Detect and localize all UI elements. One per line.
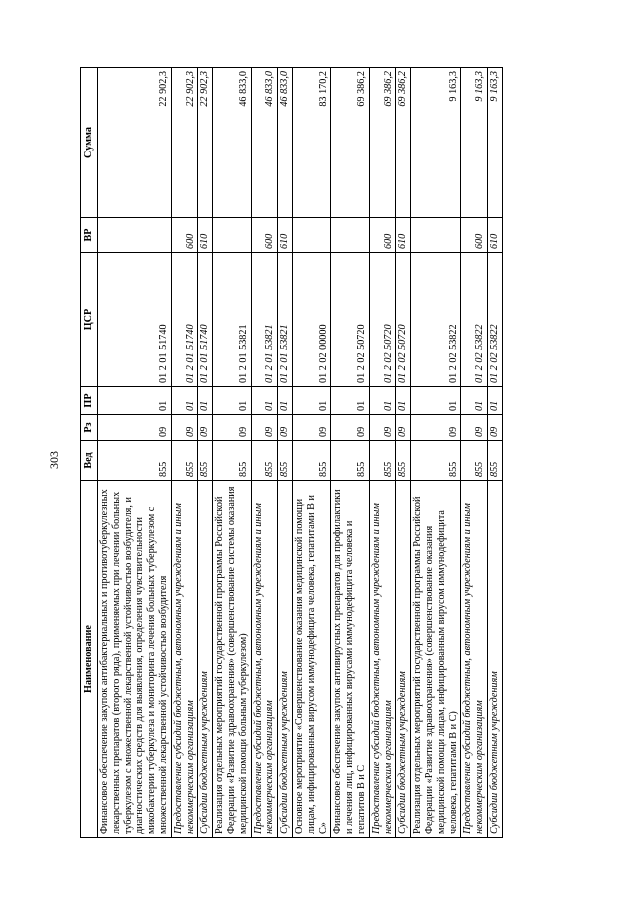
row-csr: 01 2 02 50720: [369, 253, 396, 387]
table-row: [292, 68, 330, 838]
row-rz: 09: [487, 415, 502, 441]
row-sum: 69 386,2: [331, 68, 369, 218]
row-name: Предоставление субсидий бюджетным, автономным учреждениям и иным некоммерческим организациям: [171, 481, 198, 838]
table-row: [198, 68, 213, 838]
row-rz: 09: [369, 415, 396, 441]
row-rz: 09: [461, 415, 488, 441]
row-name: Реализация отдельных мероприятий государственной программы Российской Федерации «Развитие здравоохранения» (совершенствование оказания медицинской помощи лицам, инфицированным вирусом иммунодефицита человека, гепатитами В и С): [411, 481, 461, 838]
table-row: [369, 68, 396, 838]
row-ved: 855: [292, 441, 330, 481]
row-rz: 09: [292, 415, 330, 441]
row-name: Финансовое обеспечение закупок антивирусных препаратов для профилактики и лечения лиц, инфицированных вирусами иммунодефицита человека и гепатитов В и С: [331, 481, 369, 838]
row-ved: 855: [213, 441, 251, 481]
header-ved: Вед: [81, 441, 98, 481]
row-vr: 610: [487, 218, 502, 253]
row-rz: 09: [411, 415, 461, 441]
row-csr: 01 2 02 50720: [331, 253, 369, 387]
row-rz: 09: [198, 415, 213, 441]
row-rz: 09: [278, 415, 293, 441]
row-name: Предоставление субсидий бюджетным, автономным учреждениям и иным некоммерческим организациям: [251, 481, 278, 838]
row-vr: [331, 218, 369, 253]
row-sum: 46 833,0: [278, 68, 293, 218]
row-rz: 09: [396, 415, 411, 441]
row-pr: 01: [213, 387, 251, 415]
row-ved: 855: [461, 441, 488, 481]
table-row: [411, 68, 461, 838]
row-vr: [98, 218, 172, 253]
row-rz: 09: [171, 415, 198, 441]
row-pr: 01: [292, 387, 330, 415]
row-vr: [292, 218, 330, 253]
row-name: Финансовое обеспечение закупок антибактериальных и противотуберкулезных лекарственных препаратов (второго ряда), применяемых при лечении больных туберкулезом с множественной лекарственной устойчивостью возбудителя, и диагностических средств для выявления, определения чувствительности микобактерии туберкулеза и мониторинга лечения больных туберкулезом с множественной лекарственной устойчивостью возбудителя: [98, 481, 172, 838]
row-sum: 22 902,3: [98, 68, 172, 218]
row-vr: [213, 218, 251, 253]
row-sum: 22 902,3: [171, 68, 198, 218]
table-header-row: [81, 68, 98, 838]
row-vr: 600: [369, 218, 396, 253]
header-name: Наименование: [81, 481, 98, 838]
table-row: [171, 68, 198, 838]
row-name: Субсидии бюджетным учреждениям: [198, 481, 213, 838]
row-ved: 855: [396, 441, 411, 481]
row-vr: 610: [396, 218, 411, 253]
table-row: [396, 68, 411, 838]
header-rz: Рз: [81, 415, 98, 441]
row-ved: 855: [278, 441, 293, 481]
header-sum: Сумма: [81, 68, 98, 218]
table-row: [461, 68, 488, 838]
row-sum: 9 163,3: [487, 68, 502, 218]
row-ved: 855: [98, 441, 172, 481]
row-pr: 01: [171, 387, 198, 415]
row-ved: 855: [251, 441, 278, 481]
row-ved: 855: [487, 441, 502, 481]
row-vr: 600: [171, 218, 198, 253]
table-row: [331, 68, 369, 838]
row-ved: 855: [198, 441, 213, 481]
row-vr: 610: [278, 218, 293, 253]
row-pr: 01: [198, 387, 213, 415]
row-sum: 9 163,3: [411, 68, 461, 218]
row-vr: 610: [198, 218, 213, 253]
row-pr: 01: [461, 387, 488, 415]
row-csr: 01 2 01 51740: [171, 253, 198, 387]
row-csr: 01 2 01 53821: [251, 253, 278, 387]
row-vr: 600: [461, 218, 488, 253]
row-csr: 01 2 02 53822: [411, 253, 461, 387]
row-name: Субсидии бюджетным учреждениям: [278, 481, 293, 838]
row-ved: 855: [369, 441, 396, 481]
row-csr: 01 2 02 50720: [396, 253, 411, 387]
row-csr: 01 2 01 51740: [198, 253, 213, 387]
row-vr: 600: [251, 218, 278, 253]
row-pr: 01: [331, 387, 369, 415]
table-row: [98, 68, 172, 838]
row-csr: 01 2 01 51740: [98, 253, 172, 387]
budget-table: [80, 67, 503, 838]
row-csr: 01 2 01 53821: [278, 253, 293, 387]
row-csr: 01 2 01 53821: [213, 253, 251, 387]
table-row: [213, 68, 251, 838]
table-row: [487, 68, 502, 838]
row-name: Субсидии бюджетным учреждениям: [487, 481, 502, 838]
row-sum: 9 163,3: [461, 68, 488, 218]
row-pr: 01: [98, 387, 172, 415]
row-sum: 22 902,3: [198, 68, 213, 218]
table-row: [278, 68, 293, 838]
header-csr: ЦСР: [81, 253, 98, 387]
row-name: Предоставление субсидий бюджетным, автономным учреждениям и иным некоммерческим организациям: [461, 481, 488, 838]
row-pr: 01: [278, 387, 293, 415]
row-name: Реализация отдельных мероприятий государственной программы Российской Федерации «Развитие здравоохранения» (совершенствование системы оказания медицинской помощи больным туберкулезом): [213, 481, 251, 838]
row-pr: 01: [369, 387, 396, 415]
row-ved: 855: [411, 441, 461, 481]
row-sum: 69 386,2: [369, 68, 396, 218]
row-name: Субсидии бюджетным учреждениям: [396, 481, 411, 838]
page-number: 303: [47, 451, 61, 469]
row-pr: 01: [251, 387, 278, 415]
row-name: Основное мероприятие «Совершенствование оказания медицинской помощи лицам, инфицированным вирусом иммунодефицита человека, гепатитами В и С»: [292, 481, 330, 838]
row-rz: 09: [251, 415, 278, 441]
table-row: [251, 68, 278, 838]
row-name: Предоставление субсидий бюджетным, автономным учреждениям и иным некоммерческим организациям: [369, 481, 396, 838]
row-pr: 01: [487, 387, 502, 415]
row-csr: 01 2 02 53822: [461, 253, 488, 387]
row-csr: 01 2 02 00000: [292, 253, 330, 387]
row-sum: 46 833,0: [213, 68, 251, 218]
header-pr: ПР: [81, 387, 98, 415]
row-vr: [411, 218, 461, 253]
row-ved: 855: [171, 441, 198, 481]
row-ved: 855: [331, 441, 369, 481]
row-rz: 09: [98, 415, 172, 441]
row-sum: 46 833,0: [251, 68, 278, 218]
row-csr: 01 2 02 53822: [487, 253, 502, 387]
row-pr: 01: [396, 387, 411, 415]
row-sum: 83 170,2: [292, 68, 330, 218]
header-vr: ВР: [81, 218, 98, 253]
row-sum: 69 386,2: [396, 68, 411, 218]
row-rz: 09: [331, 415, 369, 441]
row-pr: 01: [411, 387, 461, 415]
budget-table-container: [80, 68, 560, 838]
row-rz: 09: [213, 415, 251, 441]
